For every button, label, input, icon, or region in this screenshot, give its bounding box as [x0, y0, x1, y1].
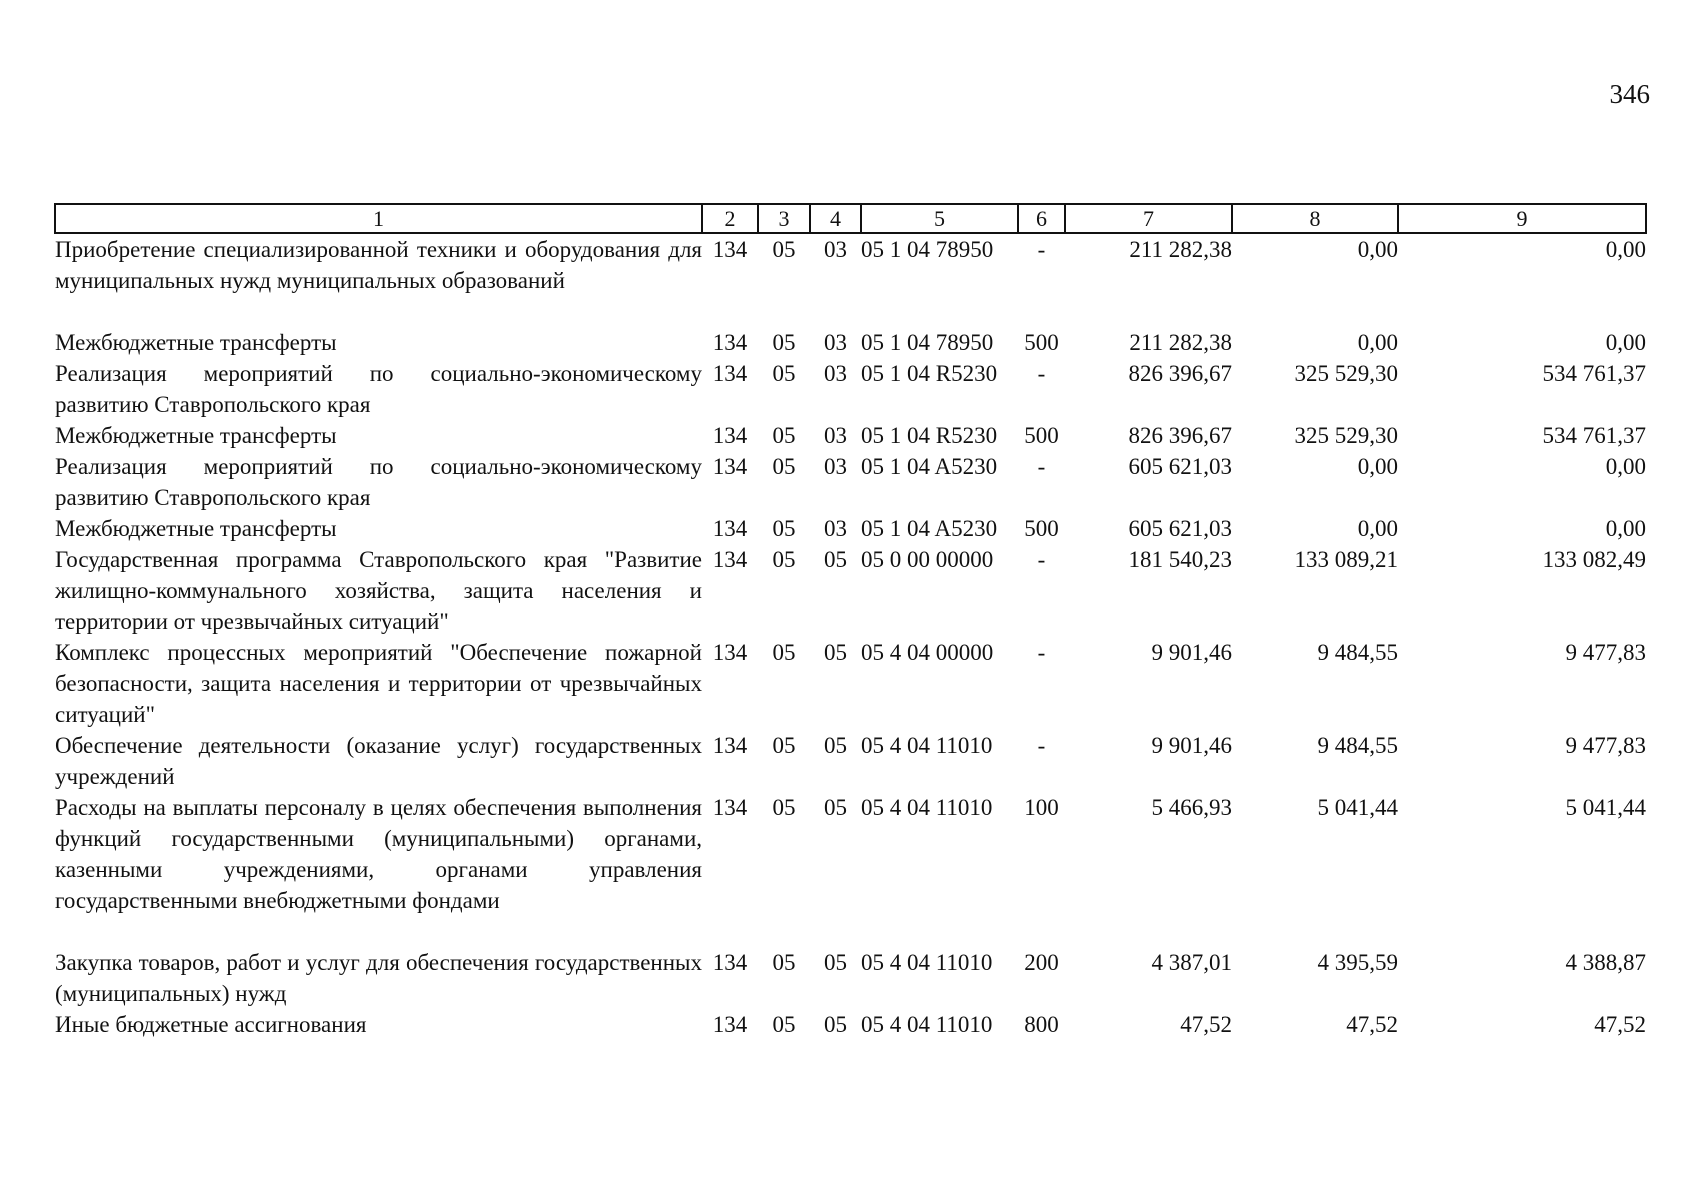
- table-row: [55, 420, 1646, 451]
- row-name: Реализация мероприятий по социально-экономическому развитию Ставропольского края: [55, 454, 702, 510]
- row-code-5: 05 4 04 11010: [861, 733, 993, 758]
- table-header: [55, 204, 1646, 233]
- row-value-9: 47,52: [1594, 1012, 1646, 1037]
- table-body: [55, 233, 1646, 1040]
- table-row: [55, 451, 1646, 513]
- row-value-7: 9 901,46: [1151, 640, 1232, 665]
- row-code-5: 05 1 04 R5230: [861, 361, 998, 386]
- row-code-5: 05 1 04 A5230: [861, 516, 998, 541]
- row-code-4: 03: [824, 361, 847, 386]
- row-value-8: 5 041,44: [1317, 795, 1398, 820]
- row-name: Межбюджетные трансферты: [55, 423, 337, 448]
- row-code-3: 05: [772, 454, 796, 479]
- row-value-7: 181 540,23: [1128, 547, 1232, 572]
- row-code-2: 134: [712, 733, 748, 758]
- row-name: Иные бюджетные ассигнования: [55, 1012, 367, 1037]
- row-name: Приобретение специализированной техники и оборудования для муниципальных нужд муниципальных образований: [55, 237, 702, 293]
- page-number: 346: [1609, 79, 1650, 109]
- row-value-9: 534 761,37: [1542, 361, 1646, 386]
- budget-table: [54, 203, 1647, 1040]
- row-code-5: 05 1 04 78950: [861, 330, 994, 355]
- row-value-8: 47,52: [1346, 1012, 1398, 1037]
- row-code-6: 500: [1024, 516, 1059, 541]
- row-code-6: 500: [1024, 330, 1059, 355]
- row-code-6: -: [1037, 733, 1046, 758]
- row-code-6: 500: [1024, 423, 1059, 448]
- row-value-8: 9 484,55: [1317, 733, 1398, 758]
- row-code-3: 05: [772, 1012, 796, 1037]
- row-code-3: 05: [772, 516, 796, 541]
- row-code-2: 134: [712, 516, 748, 541]
- row-code-2: 134: [712, 640, 748, 665]
- row-code-3: 05: [772, 423, 796, 448]
- row-name: Межбюджетные трансферты: [55, 516, 337, 541]
- row-code-2: 134: [712, 547, 748, 572]
- table-row: [55, 233, 1646, 327]
- row-value-8: 0,00: [1357, 330, 1398, 355]
- row-value-9: 0,00: [1605, 237, 1646, 262]
- row-code-4: 05: [824, 733, 847, 758]
- row-value-9: 133 082,49: [1542, 547, 1646, 572]
- row-name: Государственная программа Ставропольского края "Развитие жилищно-коммунального хозяйства, защита населения и территории от чрезвычайных ситуаций": [55, 547, 702, 634]
- row-code-4: 03: [824, 516, 847, 541]
- row-value-7: 4 387,01: [1151, 950, 1232, 975]
- row-code-5: 05 4 04 11010: [861, 950, 993, 975]
- row-code-6: 800: [1024, 1012, 1059, 1037]
- table-row: [55, 327, 1646, 358]
- table-row: [55, 792, 1646, 947]
- header-row: [55, 204, 1646, 233]
- row-name: Реализация мероприятий по социально-экономическому развитию Ставропольского края: [55, 361, 702, 417]
- row-value-7: 47,52: [1180, 1012, 1232, 1037]
- row-name: Закупка товаров, работ и услуг для обеспечения государственных (муниципальных) нужд: [55, 950, 702, 1006]
- row-code-4: 05: [824, 795, 847, 820]
- table-row: [55, 544, 1646, 637]
- row-value-7: 605 621,03: [1128, 454, 1232, 479]
- table-row: [55, 947, 1646, 1009]
- row-code-5: 05 4 04 11010: [861, 795, 993, 820]
- row-value-8: 0,00: [1357, 516, 1398, 541]
- row-value-9: 534 761,37: [1542, 423, 1646, 448]
- row-value-7: 5 466,93: [1151, 795, 1232, 820]
- row-code-4: 03: [824, 330, 847, 355]
- row-value-8: 9 484,55: [1317, 640, 1398, 665]
- row-code-3: 05: [772, 330, 796, 355]
- row-value-8: 325 529,30: [1294, 423, 1398, 448]
- row-value-7: 826 396,67: [1128, 361, 1232, 386]
- table-row: [55, 730, 1646, 792]
- row-code-4: 05: [824, 640, 847, 665]
- row-code-2: 134: [712, 361, 748, 386]
- row-code-6: -: [1037, 640, 1046, 665]
- row-value-7: 605 621,03: [1128, 516, 1232, 541]
- row-code-2: 134: [712, 795, 748, 820]
- row-code-2: 134: [712, 423, 748, 448]
- row-value-7: 9 901,46: [1151, 733, 1232, 758]
- header-cell-3: 3: [758, 204, 810, 233]
- header-cell-5: 5: [861, 204, 1018, 233]
- row-code-3: 05: [772, 361, 796, 386]
- row-value-9: 0,00: [1605, 516, 1646, 541]
- row-value-8: 0,00: [1357, 454, 1398, 479]
- row-value-8: 4 395,59: [1317, 950, 1398, 975]
- row-value-7: 211 282,38: [1129, 330, 1232, 355]
- row-code-6: -: [1037, 361, 1046, 386]
- row-name: Обеспечение деятельности (оказание услуг) государственных учреждений: [55, 733, 702, 789]
- row-value-8: 133 089,21: [1294, 547, 1398, 572]
- row-code-6: -: [1037, 237, 1046, 262]
- row-code-5: 05 1 04 78950: [861, 237, 994, 262]
- row-code-4: 05: [824, 950, 847, 975]
- row-code-6: 100: [1024, 795, 1059, 820]
- row-value-9: 4 388,87: [1565, 950, 1646, 975]
- row-code-2: 134: [712, 330, 748, 355]
- row-value-9: 0,00: [1605, 454, 1646, 479]
- table-row: [55, 637, 1646, 730]
- row-code-5: 05 1 04 A5230: [861, 454, 998, 479]
- row-value-7: 211 282,38: [1129, 237, 1232, 262]
- row-value-8: 325 529,30: [1294, 361, 1398, 386]
- row-code-5: 05 4 04 00000: [861, 640, 994, 665]
- row-code-2: 134: [712, 237, 748, 262]
- row-code-3: 05: [772, 795, 796, 820]
- row-code-3: 05: [772, 237, 796, 262]
- table-row: [55, 358, 1646, 420]
- row-code-5: 05 0 00 00000: [861, 547, 994, 572]
- row-code-3: 05: [772, 733, 796, 758]
- row-code-4: 03: [824, 454, 847, 479]
- row-code-2: 134: [712, 454, 748, 479]
- row-code-4: 05: [824, 1012, 847, 1037]
- header-cell-1: 1: [55, 204, 702, 233]
- row-code-6: -: [1037, 454, 1046, 479]
- header-cell-8: 8: [1232, 204, 1398, 233]
- row-code-2: 134: [712, 950, 748, 975]
- header-cell-9: 9: [1398, 204, 1646, 233]
- row-code-5: 05 1 04 R5230: [861, 423, 998, 448]
- row-name: Расходы на выплаты персоналу в целях обеспечения выполнения функций государственными (муниципальными) органами, казенными учреждениями, органами управления государственными внебюджетными фондами: [55, 795, 702, 913]
- row-name: Комплекс процессных мероприятий "Обеспечение пожарной безопасности, защита населения и территории от чрезвычайных ситуаций": [55, 640, 702, 727]
- table-row: [55, 1009, 1646, 1040]
- row-value-9: 0,00: [1605, 330, 1646, 355]
- row-code-4: 03: [824, 237, 847, 262]
- row-name: Межбюджетные трансферты: [55, 330, 337, 355]
- row-code-6: -: [1037, 547, 1046, 572]
- row-code-4: 03: [824, 423, 847, 448]
- header-cell-6: 6: [1018, 204, 1065, 233]
- row-code-3: 05: [772, 950, 796, 975]
- row-code-5: 05 4 04 11010: [861, 1012, 993, 1037]
- table-row: [55, 513, 1646, 544]
- row-code-2: 134: [712, 1012, 748, 1037]
- header-cell-7: 7: [1065, 204, 1232, 233]
- row-value-9: 5 041,44: [1565, 795, 1646, 820]
- row-code-6: 200: [1024, 950, 1059, 975]
- row-code-4: 05: [824, 547, 847, 572]
- header-cell-4: 4: [810, 204, 861, 233]
- row-code-3: 05: [772, 640, 796, 665]
- header-cell-2: 2: [702, 204, 758, 233]
- row-code-3: 05: [772, 547, 796, 572]
- row-value-9: 9 477,83: [1565, 733, 1646, 758]
- row-value-9: 9 477,83: [1565, 640, 1646, 665]
- row-value-7: 826 396,67: [1128, 423, 1232, 448]
- row-value-8: 0,00: [1357, 237, 1398, 262]
